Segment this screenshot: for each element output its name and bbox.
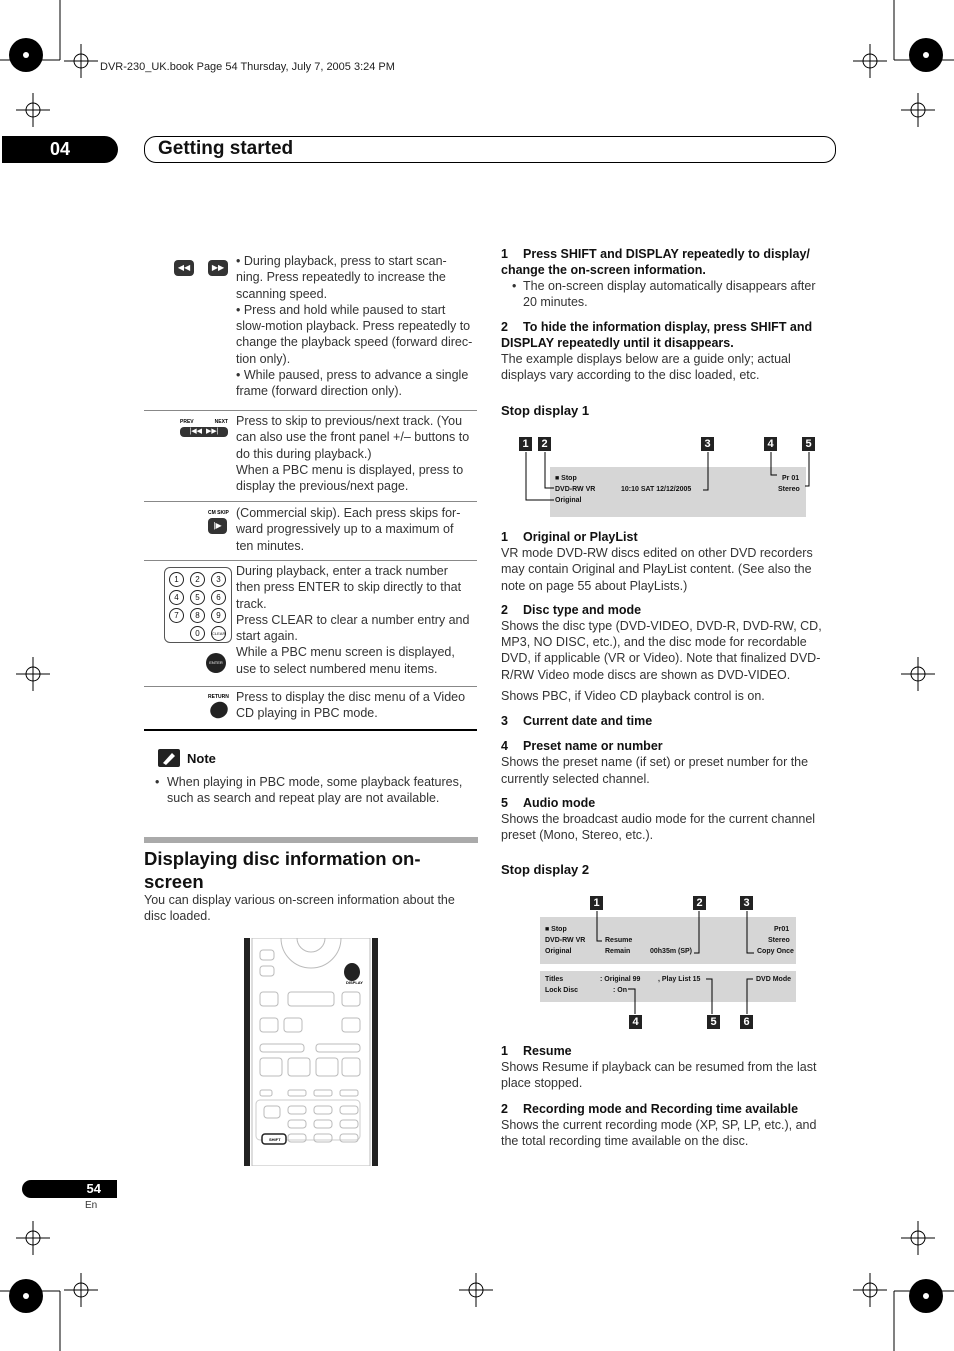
chapter-number: 04	[2, 136, 118, 163]
table-bottom-rule	[144, 729, 477, 731]
page-number: 54	[22, 1180, 117, 1198]
callout-5: 5	[707, 1015, 720, 1029]
step-1-note: The on-screen display automatically disappears after 20 minutes.	[523, 279, 816, 310]
page-lang: En	[85, 1200, 98, 1211]
callout-4: 4	[629, 1015, 642, 1029]
step-2: 2 To hide the information display, press SHIFT and DISPLAY repeatedly until it disappears.	[501, 320, 813, 350]
step-1: 1 Press SHIFT and DISPLAY repeatedly to display/ change the on-screen information.	[501, 247, 810, 277]
callout-leaders-2	[540, 909, 800, 1019]
callout-3: 3	[740, 896, 753, 910]
table-row-prev-next: Press to skip to previous/next track. (You can also use the front panel +/– buttons to do this during playback.) When a PBC menu is displayed, press to display the previous/next page.	[236, 414, 470, 494]
stop-display-2-items: 1 Resume Shows Resume if playback can be resumed from the last place stopped. 2 Recording mode and Recording time available Shows the current recording mode (XP, SP, LP, etc.), and the total recording time available on the disc.	[501, 1044, 817, 1148]
section-intro: You can display various on-screen information about the disc loaded.	[144, 893, 455, 924]
screen-datetime: 10:10 SAT 12/12/2005	[621, 486, 692, 493]
divider	[144, 686, 477, 687]
screen-disc: DVD-RW VR	[555, 486, 596, 493]
file-info: DVR-230_UK.book Page 54 Thursday, July 7, 2005 3:24 PM	[100, 61, 395, 73]
stop-display-1-items: 1 Original or PlayList VR mode DVD-RW discs edited on other DVD recorders may contain Original and PlayList content. (See also the note on page 55 about PlayLists.) 2 Disc type and mode Shows the disc type (DVD-VIDEO, DVD-R, DVD-RW, CD, MP3, NO DISC, etc.), and the disc mode for recordable DVD, if applicable (VR or Video). Note that finalized DVD- R/RW Video mode discs are shown as DVD-VIDEO. Shows PBC, if Video CD playback control is on. 3 Current date and time 4 Preset name or number Shows the preset name (if set) or preset number for the currently selected channel. 5 Audio mode Shows the broadcast audio mode for the current channel preset (Mono, Stereo, etc.).	[501, 530, 822, 843]
stop-display-2-title: Stop display 2	[501, 862, 590, 877]
step-2-body: The example displays below are a guide only; actual displays vary according to the disc loaded, etc.	[501, 352, 791, 383]
screen-titles: Titles	[545, 976, 564, 983]
screen-original: Original	[555, 497, 582, 504]
chapter-title: Getting started	[158, 138, 294, 159]
remote-illustration	[244, 938, 378, 1166]
note-label: Note	[187, 751, 216, 766]
shift-label: SHIFT	[269, 1137, 281, 1142]
divider	[144, 501, 477, 502]
step-1-bullet: •	[512, 279, 517, 293]
screen-remain: Remain	[605, 948, 631, 955]
callout-6: 6	[740, 1015, 753, 1029]
callout-2: 2	[693, 896, 706, 910]
callout-1: 1	[590, 896, 603, 910]
screen-resume: Resume	[605, 937, 633, 944]
table-row-return: Press to display the disc menu of a Video CD playing in PBC mode.	[236, 690, 466, 721]
table-row-keypad: During playback, enter a track number then press ENTER to skip directly to that track. Press CLEAR to clear a number entry and start again. While a PBC menu screen is displayed, use to select numbered menu items.	[236, 564, 470, 676]
screen-disc: DVD-RW VR	[545, 937, 586, 944]
display-label: DISPLAY	[346, 980, 363, 985]
screen-stop: ■ Stop	[555, 475, 577, 482]
note-text: When playing in PBC mode, some playback features, such as search and repeat play are not available.	[167, 775, 463, 806]
note-bullet: •	[155, 775, 160, 789]
screen-stop: ■ Stop	[545, 926, 567, 933]
callout-4: 4	[764, 437, 777, 451]
screen-audio: Stereo	[768, 937, 790, 944]
screen-lock: Lock Disc	[545, 987, 579, 994]
section-rule	[144, 837, 478, 843]
enter-icon: ENTER	[206, 653, 226, 673]
divider	[144, 560, 477, 561]
divider	[144, 410, 477, 411]
callout-2: 2	[538, 437, 551, 451]
stop-display-1-title: Stop display 1	[501, 403, 590, 418]
screen-copy: Copy Once	[757, 948, 794, 955]
screen-audio: Stereo	[778, 486, 800, 493]
screen-playlist: , Play List 15	[658, 976, 701, 983]
callout-1: 1	[519, 437, 532, 451]
screen-original-count: : Original 99	[600, 976, 641, 983]
screen-time: 00h35m (SP)	[650, 948, 693, 955]
screen-lock-value: : On	[613, 987, 627, 994]
callout-5: 5	[802, 437, 815, 451]
section-title: Displaying disc information on- screen	[144, 848, 421, 892]
callout-3: 3	[701, 437, 714, 451]
screen-original: Original	[545, 948, 572, 955]
screen-dvd-mode: DVD Mode	[756, 976, 791, 983]
screen-preset: Pr 01	[782, 475, 800, 482]
table-row-cm-skip: (Commercial skip). Each press skips for- ward progressively up to a maximum of ten minutes.	[236, 506, 461, 553]
number-keypad-icon: 1 2 3 4 5 6 7 8 9 0 CLEAR	[164, 567, 232, 643]
screen-preset: Pr01	[774, 926, 790, 933]
note-icon	[158, 749, 180, 767]
table-row-scan: • During playback, press to start scan- ning. Press repeatedly to increase the scanning speed. • Press and hold while paused to start slow-motion playback. Press repeatedly to change the playback speed (forward direc- tion only). • While paused, press to advance a single frame (forward direction only).	[236, 254, 473, 399]
